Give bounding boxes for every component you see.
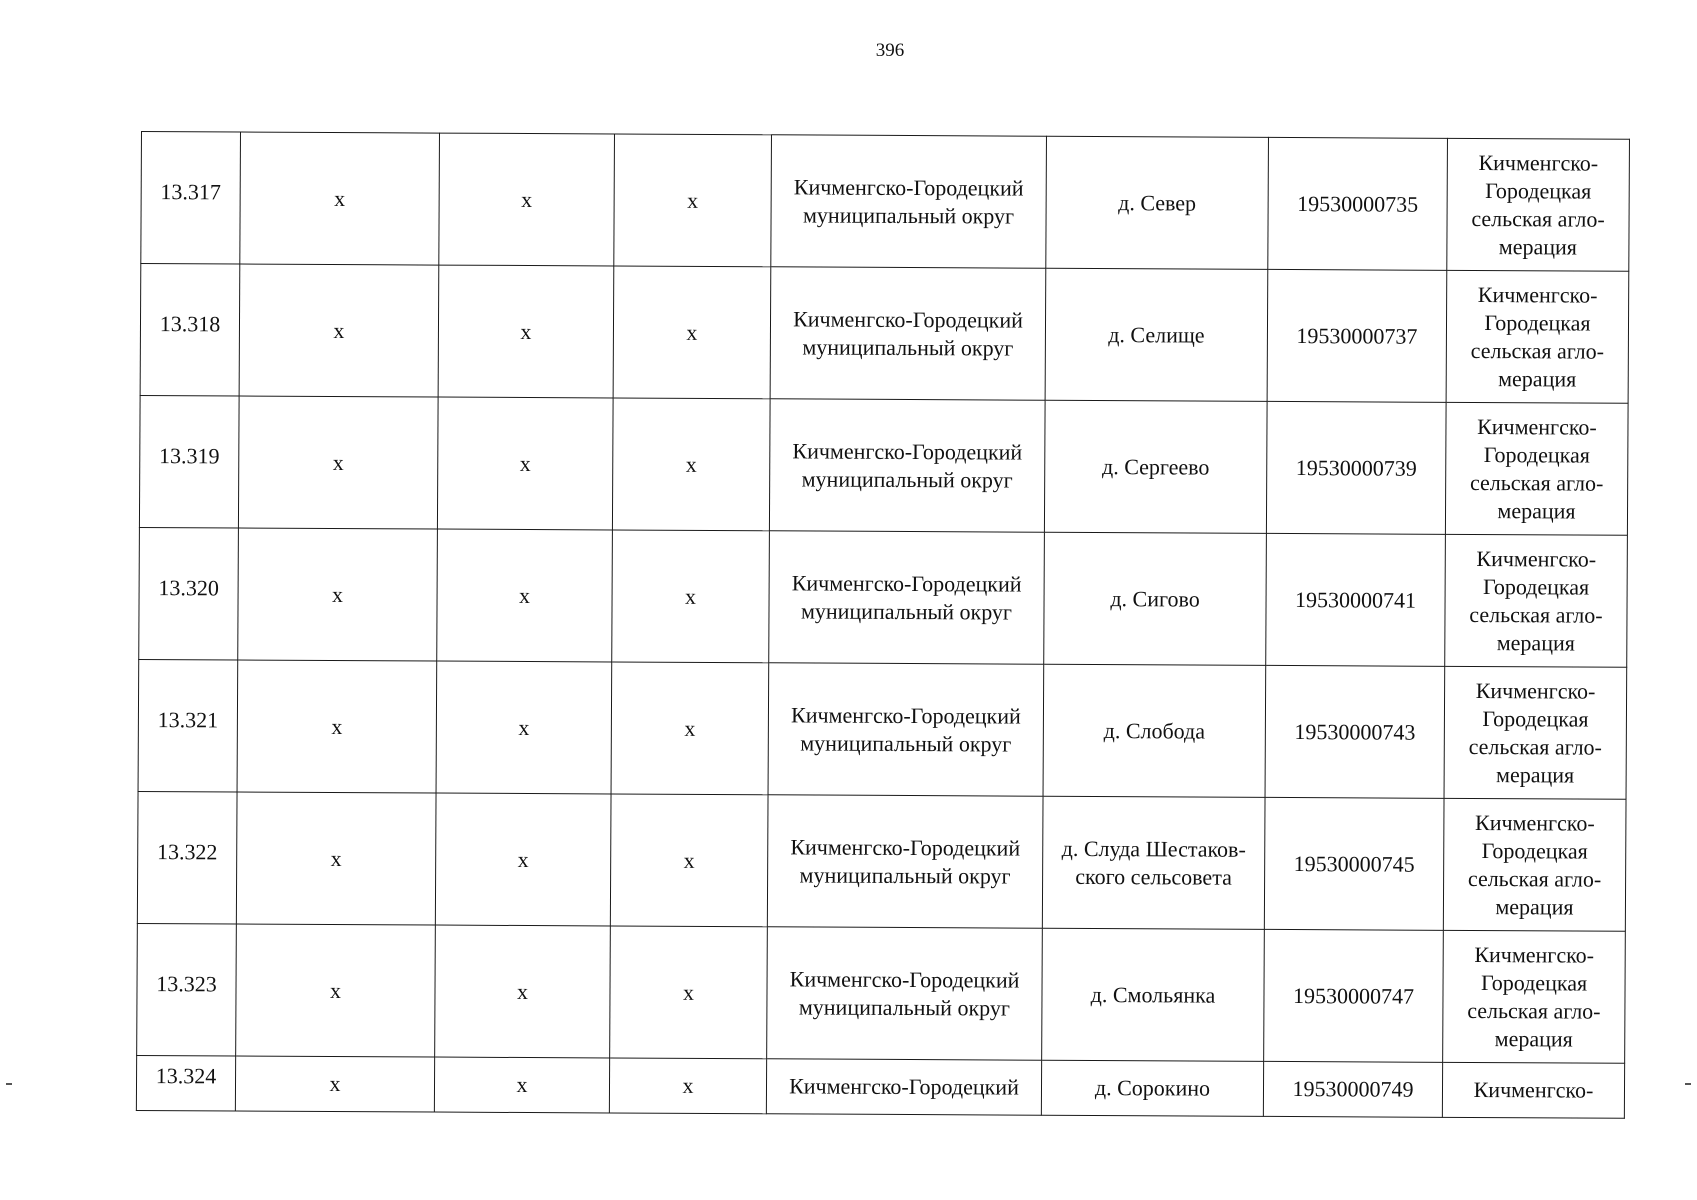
col3-cell: х xyxy=(436,661,612,794)
col4-cell: х xyxy=(614,134,772,267)
row-number: 13.319 xyxy=(158,442,220,468)
row-number: 13.322 xyxy=(156,838,218,864)
municipality-cell: Кичменгско-Городецкий муниципальный округ xyxy=(771,135,1047,268)
code-cell: 19530000735 xyxy=(1268,137,1448,270)
col2-cell: х xyxy=(235,1056,434,1112)
col4-cell: х xyxy=(609,1058,766,1114)
col4-cell: х xyxy=(610,794,768,927)
row-number: 13.317 xyxy=(160,178,222,204)
row-number-cell xyxy=(141,132,241,265)
col2-cell: х xyxy=(239,264,439,397)
code-cell: 19530000749 xyxy=(1263,1061,1442,1117)
code-cell: 19530000737 xyxy=(1267,269,1447,402)
agglomeration-cell: Кичменгско-Городецкая сельская агло-мерация xyxy=(1443,798,1626,931)
row-number-cell xyxy=(140,264,240,397)
code-cell: 19530000741 xyxy=(1266,533,1446,666)
row-number: 13.320 xyxy=(158,574,219,600)
col2-cell: х xyxy=(238,396,438,529)
col4-cell: х xyxy=(611,662,769,795)
agglomeration-cell: Кичменгско-Городецкая сельская агло-мерация xyxy=(1447,138,1630,271)
col3-cell: х xyxy=(437,529,613,662)
col4-cell: х xyxy=(613,266,771,399)
table-row xyxy=(139,395,1628,535)
agglomeration-cell: Кичменгско- xyxy=(1442,1062,1624,1118)
code-cell: 19530000745 xyxy=(1264,797,1444,930)
col2-cell: х xyxy=(238,528,438,661)
settlement-cell: д. Сорокино xyxy=(1041,1060,1263,1116)
col3-cell: х xyxy=(435,925,611,1058)
municipality-cell: Кичменгско-Городецкий муниципальный округ xyxy=(767,795,1043,928)
code-cell: 19530000739 xyxy=(1266,401,1446,534)
page-number: 396 xyxy=(875,40,905,61)
row-number-cell xyxy=(139,395,239,528)
row-number-cell xyxy=(138,659,238,792)
municipality-cell: Кичменгско-Городецкий муниципальный округ xyxy=(769,399,1045,532)
col4-cell: х xyxy=(612,398,770,531)
row-number-cell: 13.324 xyxy=(136,1055,235,1111)
col2-cell: х xyxy=(236,792,436,925)
settlement-cell: д. Смольянка xyxy=(1042,928,1265,1061)
col3-cell: х xyxy=(435,793,611,926)
col2-cell: х xyxy=(237,660,437,793)
municipality-cell: Кичменгско-Городецкий xyxy=(766,1059,1041,1115)
municipality-cell: Кичменгско-Городецкий муниципальный округ xyxy=(768,663,1044,796)
municipality-cell: Кичменгско-Городецкий муниципальный округ xyxy=(767,927,1043,1060)
row-number: 13.323 xyxy=(156,970,217,996)
row-number: 13.321 xyxy=(157,706,219,732)
table-row xyxy=(141,132,1630,272)
table-row xyxy=(137,923,1626,1063)
table-row-partial xyxy=(136,1055,1624,1118)
settlement-cell: д. Селище xyxy=(1045,268,1268,401)
code-cell: 19530000747 xyxy=(1264,929,1444,1062)
col4-cell: х xyxy=(612,530,770,663)
agglomeration-cell: Кичменгско-Городецкая сельская агло-мерация xyxy=(1445,534,1628,667)
col2-cell: х xyxy=(240,132,440,265)
row-number-cell xyxy=(137,791,237,924)
settlement-cell: д. Слуда Шестаков-ского сельсовета xyxy=(1042,796,1265,929)
row-number-cell xyxy=(137,923,237,1056)
table-body xyxy=(136,132,1629,1119)
settlement-cell: д. Сергеево xyxy=(1044,400,1267,533)
col3-cell: х xyxy=(434,1057,609,1113)
agglomeration-cell: Кичменгско-Городецкая сельская агло-мерация xyxy=(1444,666,1627,799)
settlement-cell: д. Слобода xyxy=(1043,664,1266,797)
col3-cell: х xyxy=(438,265,614,398)
table-row xyxy=(138,659,1627,799)
agglomeration-cell: Кичменгско-Городецкая сельская агло-мерация xyxy=(1445,402,1628,535)
col3-cell: х xyxy=(437,397,613,530)
code-cell: 19530000743 xyxy=(1265,665,1445,798)
settlement-cell: д. Север xyxy=(1046,136,1269,269)
agglomeration-cell: Кичменгско-Городецкая сельская агло-мерация xyxy=(1443,930,1626,1063)
agglomeration-cell: Кичменгско-Городецкая сельская агло-мерация xyxy=(1446,270,1629,403)
table-row xyxy=(140,264,1629,404)
table-row xyxy=(137,791,1626,931)
settlement-cell: д. Сигово xyxy=(1044,532,1267,665)
scan-edge-mark-right xyxy=(1685,1083,1691,1085)
municipality-cell: Кичменгско-Городецкий муниципальный округ xyxy=(770,267,1046,400)
col3-cell: х xyxy=(439,133,615,266)
table-row xyxy=(139,527,1628,667)
row-number: 13.318 xyxy=(159,310,221,336)
scan-edge-mark-left xyxy=(6,1083,12,1085)
settlements-table xyxy=(136,131,1630,1119)
municipality-cell: Кичменгско-Городецкий муниципальный округ xyxy=(769,531,1045,664)
col4-cell: х xyxy=(610,926,768,1059)
row-number-cell xyxy=(139,527,239,660)
col2-cell: х xyxy=(236,924,436,1057)
